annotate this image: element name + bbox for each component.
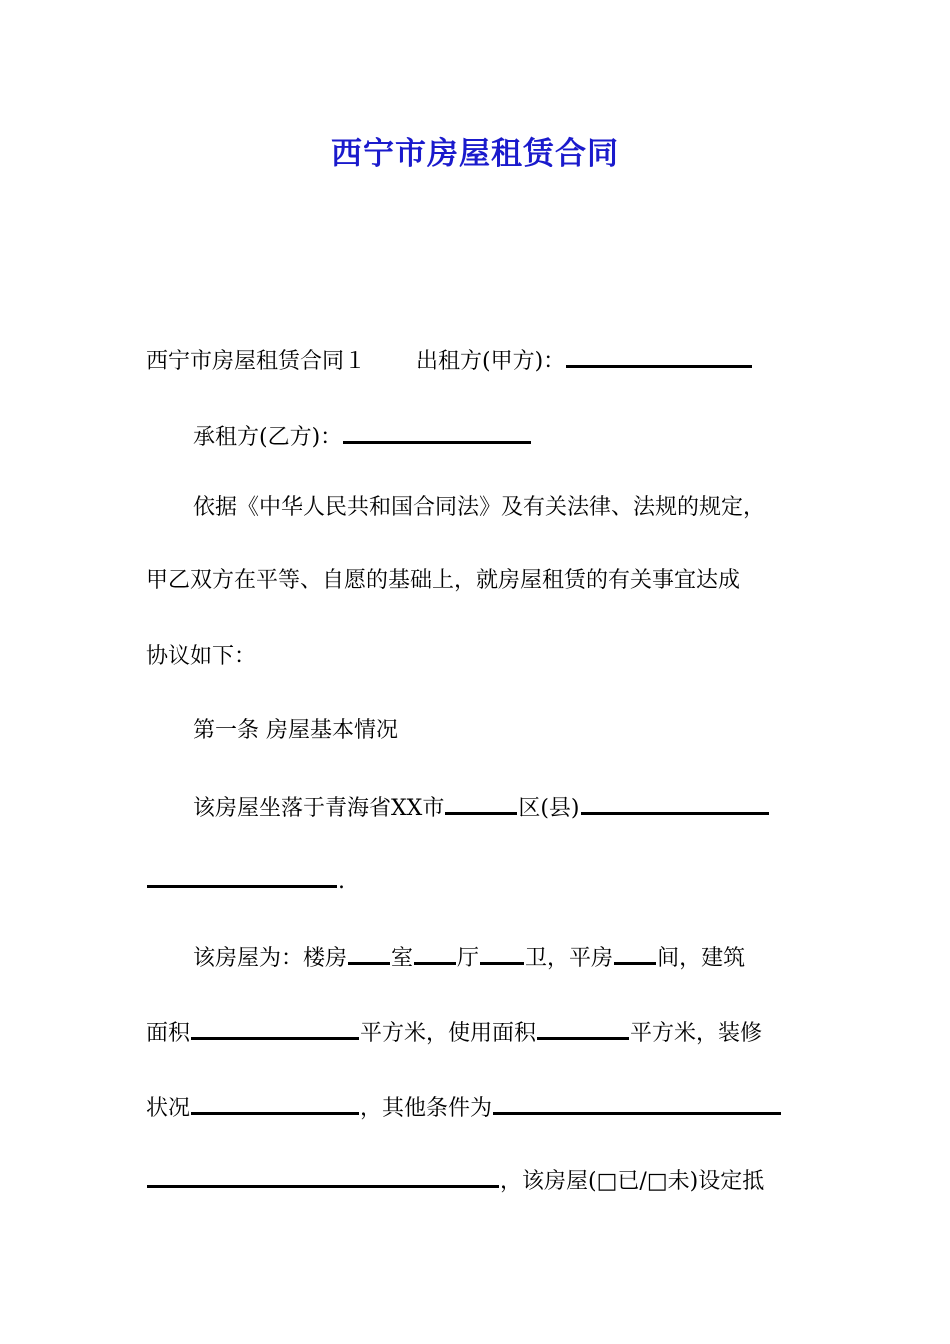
not-option: 未)设定抵 [667,1169,765,1194]
line-area [146,1017,762,1049]
line-location [193,792,770,824]
district-label: 区(县) [518,796,580,821]
checkbox-icon[interactable]: □ [596,1169,618,1194]
already-option: 已/ [617,1169,647,1194]
line-location-cont [146,865,345,897]
contract-heading-text: 西宁市房屋租赁合同１ [146,349,367,374]
checkbox-icon[interactable]: □ [646,1169,668,1194]
district-blank[interactable] [445,792,517,815]
mortgage-label: ，该房屋( [500,1169,597,1194]
bungalow-rooms-blank[interactable] [614,942,656,965]
line-condition [146,1092,782,1124]
usable-area-label: 平方米，使用面积 [360,1021,537,1046]
location-end: . [338,869,345,894]
document-title: 西宁市房屋租赁合同 [331,136,619,172]
line-lessor [146,345,753,377]
lessor-blank[interactable] [566,345,752,368]
address-blank[interactable] [581,792,769,815]
location-label: 该房屋坐落于青海省XX市 [193,796,445,821]
condition-blank[interactable] [191,1092,359,1115]
baths-label: 卫，平房 [525,946,614,971]
other-conditions-blank-cont[interactable] [147,1165,499,1188]
lessor-label: 出租方(甲方)： [416,349,566,374]
other-conditions-label: ，其他条件为 [360,1096,493,1121]
article-heading: 第一条 房屋基本情况 [193,718,398,743]
line-layout [193,942,745,974]
paragraph-line: 依据《中华人民共和国合同法》及有关法律、法规的规定， [193,495,766,520]
decoration-label: 平方米，装修 [630,1021,763,1046]
area-label-cont: 面积 [146,1021,191,1046]
building-area-blank[interactable] [191,1017,359,1040]
paragraph-line: 协议如下： [146,644,257,669]
condition-label: 状况 [146,1096,191,1121]
rooms-label: 室 [391,946,414,971]
usable-area-blank[interactable] [537,1017,629,1040]
other-conditions-blank[interactable] [493,1092,781,1115]
halls-blank[interactable] [414,942,456,965]
rooms-blank[interactable] [348,942,390,965]
line-lessee [193,421,532,453]
layout-label: 该房屋为：楼房 [193,946,348,971]
address-blank-cont[interactable] [147,865,337,888]
baths-blank[interactable] [480,942,524,965]
lessee-blank[interactable] [343,421,531,444]
paragraph-line: 甲乙双方在平等、自愿的基础上，就房屋租赁的有关事宜达成 [146,568,741,593]
lessee-label: 承租方(乙方)： [193,425,343,450]
line-mortgage [146,1165,764,1197]
area-label: 间，建筑 [657,946,746,971]
halls-label: 厅 [457,946,480,971]
